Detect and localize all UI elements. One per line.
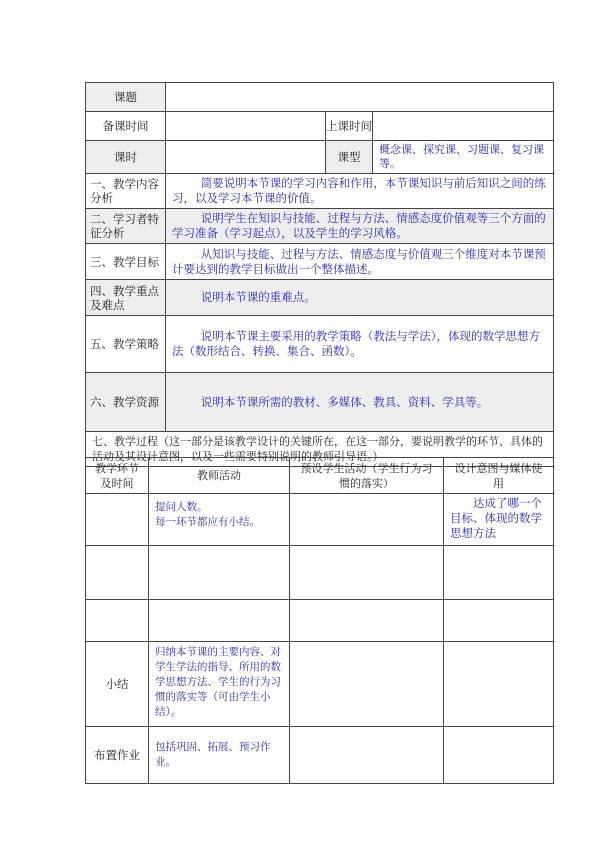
section-text: 说明本节课的重难点。 (166, 280, 554, 316)
row-student[interactable] (290, 727, 444, 784)
class-time-label: 上课时间 (326, 112, 373, 141)
row-student[interactable] (290, 546, 444, 600)
topic-label: 课题 (86, 83, 166, 112)
prep-time-value[interactable] (166, 112, 326, 141)
topic-value[interactable] (166, 83, 554, 112)
row-teacher[interactable]: 包括巩固、拓展、预习作业。 (149, 727, 290, 784)
row-teacher[interactable] (149, 546, 290, 600)
lesson-type-value[interactable]: 概念课、探究课、习题课、复习课等。 (373, 141, 554, 174)
section-text: 从知识与技能、过程与方法、情感态度与价值观三个维度对本节课预计要达到的教学目标做出一个整体描述。 (166, 244, 554, 280)
section-label: 四、教学重点及难点 (86, 280, 166, 316)
row-intent[interactable]: 达成了哪一个目标、体现的数学思想方法 (444, 494, 554, 546)
row-intent[interactable] (444, 727, 554, 784)
class-time-value[interactable] (373, 112, 554, 141)
section-label: 五、教学策略 (86, 316, 166, 373)
row-stage[interactable] (86, 494, 149, 546)
lesson-info-table (85, 82, 554, 467)
teaching-process-table (85, 457, 554, 784)
section-label: 一、教学内容分析 (86, 174, 166, 209)
section-text: 说明本节课所需的教材、多媒体、教具、资料、学具等。 (166, 373, 554, 432)
periods-label: 课时 (86, 141, 166, 174)
prep-time-label: 备课时间 (86, 112, 166, 141)
row-stage[interactable] (86, 600, 149, 642)
row-student[interactable] (290, 642, 444, 727)
header-intent: 设计意图与媒体使用 (444, 458, 554, 494)
row-teacher[interactable]: 归纳本节课的主要内容、对学生学法的指导、所用的数学思想方法、学生的行为习惯的落实等（可由学生小结）。 (149, 642, 290, 727)
section-text: 简要说明本节课的学习内容和作用，本节课知识与前后知识之间的练习，以及学习本节课的价值。 (166, 174, 554, 209)
lesson-type-label: 课型 (326, 141, 373, 174)
section-text: 说明学生在知识与技能、过程与方法、情感态度价值观等三个方面的学习准备（学习起点），以及学生的学习风格。 (166, 209, 554, 244)
row-intent[interactable] (444, 600, 554, 642)
section-label: 三、教学目标 (86, 244, 166, 280)
row-stage[interactable]: 小结 (86, 642, 149, 727)
row-intent[interactable] (444, 546, 554, 600)
header-stage: 教学环节及时间 (86, 458, 149, 494)
row-stage[interactable] (86, 546, 149, 600)
header-teacher: 教师活动 (149, 458, 290, 494)
section-text: 说明本节课主要采用的教学策略（教法与学法），体现的数学思想方法（数形结合、转换、集合、函数）。 (166, 316, 554, 373)
row-teacher[interactable] (149, 600, 290, 642)
process-intro: 七、教学过程（这一部分是该教学设计的关键所在，在这一部分，要说明教学的环节、具体的活动及其设计意图，以及一些需要特别说明的教师引导语。） (86, 432, 554, 467)
section-label: 二、学习者特征分析 (86, 209, 166, 244)
row-teacher[interactable]: 提问人数。 每一环节都应有小结。 (149, 494, 290, 546)
periods-value[interactable] (166, 141, 326, 174)
row-stage[interactable]: 布置作业 (86, 727, 149, 784)
row-intent[interactable] (444, 642, 554, 727)
row-student[interactable] (290, 600, 444, 642)
section-label: 六、教学资源 (86, 373, 166, 432)
header-student: 预设学生活动（学生行为习惯的落实） (290, 458, 444, 494)
row-student[interactable] (290, 494, 444, 546)
